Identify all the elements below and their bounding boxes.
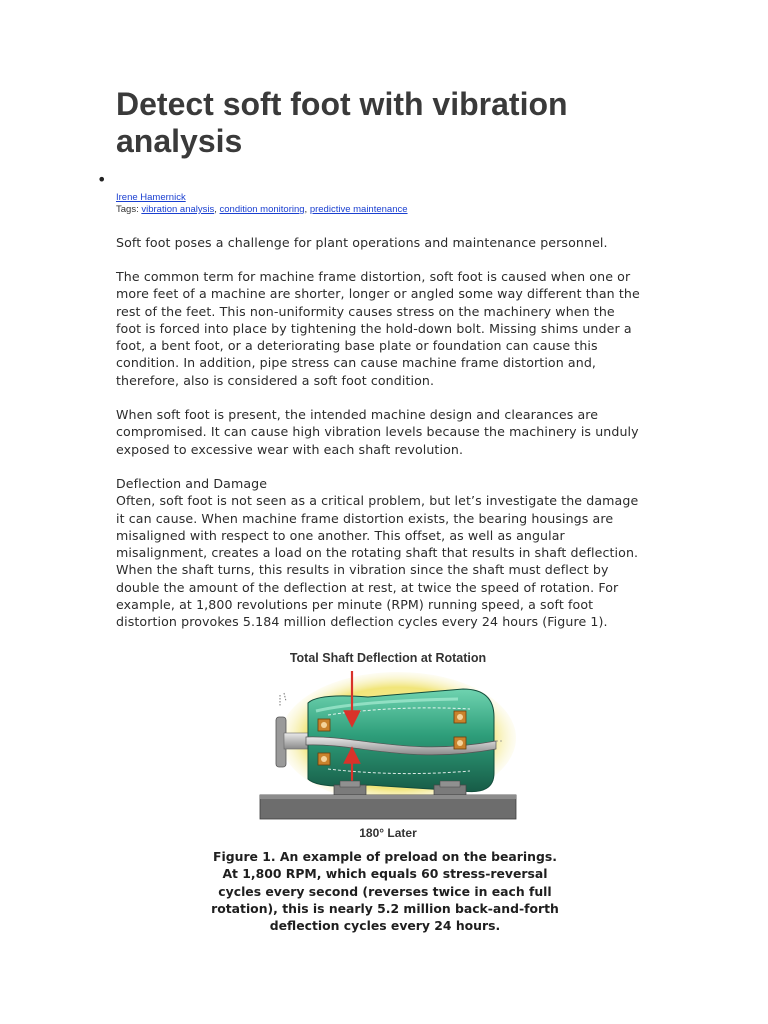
figure-footer: 180° Later xyxy=(359,826,417,840)
list-bullet: • xyxy=(97,170,107,189)
paragraph-line: rest of the feet. This non-uniformity causes stress on the machinery when the xyxy=(116,303,615,319)
paragraph-line: foot is forced into place by tightening the hold-down bolt. Missing shims under a xyxy=(116,320,632,336)
bearing-right-top xyxy=(454,711,466,723)
paragraph-intro xyxy=(116,234,656,251)
foot-bolt-left xyxy=(340,781,360,787)
paragraph-line: compromised. It can cause high vibration levels because the machinery is unduly xyxy=(116,424,639,440)
caption-line: cycles every second (reverses twice in each full xyxy=(218,883,552,899)
paragraph-line: condition. In addition, pipe stress can cause machine frame distortion and, xyxy=(116,355,597,371)
section-subheading: Deflection and Damage xyxy=(116,476,268,491)
paragraph-line: The common term for machine frame distortion, soft foot is caused when one or xyxy=(116,269,631,284)
figure-marks xyxy=(280,693,286,707)
paragraph-line: misalignment, creates a load on the rotating shaft that results in shaft deflection. xyxy=(116,545,639,561)
paragraph-line: When the shaft turns, this results in vibration since the shaft must deflect by xyxy=(116,562,609,578)
tag-link-condition-monitoring[interactable]: condition monitoring xyxy=(219,204,305,215)
tag-link-predictive-maintenance[interactable]: predictive maintenance xyxy=(309,204,408,215)
caption-line: deflection cycles every 24 hours. xyxy=(269,918,501,934)
paragraph-line: distortion provokes 5.184 million deflection cycles every 24 hours (Figure 1). xyxy=(116,614,608,630)
paragraph-line: it can cause. When machine frame distortion exists, the bearing housings are xyxy=(116,510,614,526)
shaft-deflection-figure xyxy=(258,645,518,845)
bearing-left-bottom xyxy=(318,753,330,765)
paragraph-line: misaligned with respect to one another. This offset, as well as angular xyxy=(116,527,565,543)
foot-bolt-right xyxy=(440,781,460,787)
author-link[interactable]: Irene Hamernick xyxy=(116,192,186,203)
paragraph-line: more feet of a machine are shorter, longer or angled some way different than the xyxy=(116,286,640,302)
paragraph-definition xyxy=(116,268,656,389)
caption-line: rotation), this is nearly 5.2 million back-and-forth xyxy=(211,900,559,916)
paragraph-line: Often, soft foot is not seen as a critical problem, but let’s investigate the damage xyxy=(116,493,639,509)
paragraph-line: example, at 1,800 revolutions per minute (RPM) running speed, a soft foot xyxy=(116,597,594,613)
caption-line: At 1,800 RPM, which equals 60 stress-reversal xyxy=(222,866,548,882)
paragraph-line: double the amount of the deflection at rest, at twice the speed of rotation. For xyxy=(116,579,619,595)
paragraph-line: When soft foot is present, the intended machine design and clearances are xyxy=(116,407,599,422)
paragraph-deflection xyxy=(116,475,656,631)
base-plate-edge xyxy=(260,795,516,799)
author-line xyxy=(116,192,186,203)
paragraph-line: therefore, also is considered a soft foot condition. xyxy=(116,372,435,388)
paragraph-line: exposed to excessive wear with each shaft revolution. xyxy=(116,441,464,457)
figure-caption xyxy=(190,848,580,934)
shaft-stub xyxy=(284,733,308,749)
tag-separator: , xyxy=(214,204,220,215)
bearing-right-bottom xyxy=(454,737,466,749)
caption-line: Figure 1. An example of preload on the bearings. xyxy=(213,849,557,864)
paragraph-line: foot, a bent foot, or a deteriorating base plate or foundation can cause this xyxy=(116,338,598,354)
tags-line xyxy=(116,204,408,215)
article-title: Detect soft foot with vibration analysis xyxy=(116,86,568,159)
bearing-left-top xyxy=(318,719,330,731)
figure-heading: Total Shaft Deflection at Rotation xyxy=(289,651,487,665)
paragraph-consequences xyxy=(116,406,656,458)
tags-label: Tags: xyxy=(116,204,142,215)
paragraph-line: Soft foot poses a challenge for plant operations and maintenance personnel. xyxy=(116,235,608,250)
tag-separator: , xyxy=(304,204,310,215)
tag-link-vibration-analysis[interactable]: vibration analysis xyxy=(141,204,215,215)
